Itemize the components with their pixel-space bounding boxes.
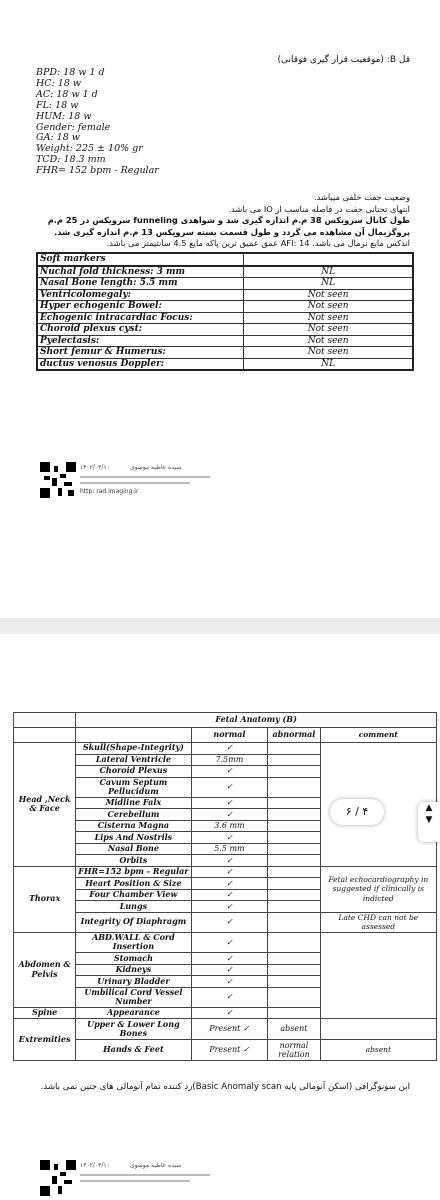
table-row xyxy=(14,1019,437,1040)
signature-block xyxy=(40,462,220,498)
report-page-2 xyxy=(0,634,440,1200)
organ-label: Skull(Shape-Integrity) xyxy=(76,743,191,755)
organ-label: Four Chamber View xyxy=(76,889,191,901)
marker-label: ductus venosus Doppler: xyxy=(37,358,244,370)
normal-value: ✓ xyxy=(191,777,268,797)
placenta-line: پروگزیمال آن مشاهده می گردد و طول قسمت بسته سرویکس 13 م.م اندازه گیری شد. xyxy=(54,226,410,237)
normal-value: ✓ xyxy=(191,878,268,890)
soft-markers-title: Soft markers xyxy=(37,253,244,266)
normal-value: ✓ xyxy=(191,964,268,976)
abnormal-value xyxy=(268,754,320,766)
organ-label: Integrity Of Diaphragm xyxy=(76,912,191,932)
abnormal-value xyxy=(268,820,320,832)
basic-anomaly-disclaimer: این سونوگرافی (اسکن آنومالی پایه Basic Anomaly scan)رد کننده تمام آنومالی های جنین نمی باشد. xyxy=(40,1082,410,1092)
marker-value: Not seen xyxy=(244,312,413,324)
empty-cell xyxy=(14,713,76,728)
biometry-weight: Weight: 225 ± 10% gr xyxy=(36,143,143,155)
region-head-neck-face: Head ,Neck & Face xyxy=(14,743,76,867)
empty-cell xyxy=(14,728,76,743)
page-indicator[interactable]: ۶ / ۴ xyxy=(330,799,384,825)
anatomy-header-row xyxy=(14,728,437,743)
normal-value: Present ✓ xyxy=(191,1040,268,1061)
abnormal-value xyxy=(268,987,320,1007)
table-row xyxy=(37,335,413,347)
normal-value: 3.6 mm xyxy=(191,820,268,832)
organ-label: ABD.WALL & Cord Insertion xyxy=(76,932,191,952)
organ-label: Upper & Lower Long Bones xyxy=(76,1019,191,1040)
abnormal-value xyxy=(268,912,320,932)
abnormal-value xyxy=(268,932,320,952)
region-extremities: Extremities xyxy=(14,1019,76,1061)
organ-label: Lungs xyxy=(76,901,191,913)
chevron-down-icon[interactable]: ▼ xyxy=(425,815,433,825)
abnormal-value xyxy=(268,843,320,855)
fetus-b-title: قل B: (موقعیت قرار گیری فوقانی) xyxy=(277,55,410,65)
abnormal-value xyxy=(268,976,320,988)
biometry-ga: GA: 18 w xyxy=(36,132,80,144)
marker-value: NL xyxy=(244,278,413,290)
marker-label: Hyper echogenic Bowel: xyxy=(37,301,244,313)
normal-value: ✓ xyxy=(191,912,268,932)
comment-cell xyxy=(320,932,436,1018)
region-thorax: Thorax xyxy=(14,866,76,932)
abnormal-value xyxy=(268,1007,320,1019)
comment-value: absent xyxy=(320,1040,436,1061)
qr-code-icon xyxy=(40,462,76,498)
normal-value: 7.5mm xyxy=(191,754,268,766)
normal-value: ✓ xyxy=(191,1007,268,1019)
marker-value: Not seen xyxy=(244,347,413,359)
table-row xyxy=(37,278,413,290)
signature-name: سیده عاطیه موسوی xyxy=(130,464,182,471)
signature-text-line xyxy=(80,1174,210,1176)
abnormal-value xyxy=(268,766,320,778)
signature-text-line xyxy=(80,482,190,484)
placenta-line: وضعیت جفت خلفی میباشد. xyxy=(313,192,410,202)
organ-label: Lateral Ventricle xyxy=(76,754,191,766)
signature-text-line xyxy=(80,476,210,478)
abnormal-value xyxy=(268,743,320,755)
marker-label: Pyelectasis: xyxy=(37,335,244,347)
comment-echocardiography: Fetal echocardiography in suggested if clinically is indicted xyxy=(320,866,436,912)
organ-label: Midline Falx xyxy=(76,797,191,809)
qr-code-icon xyxy=(40,1160,76,1196)
normal-value: ✓ xyxy=(191,889,268,901)
table-row xyxy=(37,358,413,370)
table-row xyxy=(37,289,413,301)
marker-value: NL xyxy=(244,266,413,278)
empty-cell xyxy=(76,728,191,743)
marker-value: Not seen xyxy=(244,335,413,347)
marker-label: Nasal Bone length: 5.5 mm xyxy=(37,278,244,290)
soft-markers-table xyxy=(36,252,414,371)
organ-label: Choroid Plexus xyxy=(76,766,191,778)
normal-value: ✓ xyxy=(191,766,268,778)
normal-value: ✓ xyxy=(191,743,268,755)
signature-url: http: rad imaging.ir xyxy=(80,488,139,495)
organ-label: Stomach xyxy=(76,953,191,965)
marker-value: NL xyxy=(244,358,413,370)
marker-label: Nuchal fold thickness: 3 mm xyxy=(37,266,244,278)
placenta-line: انتهای تحتانی جفت در فاصله مناسب از IO می باشد. xyxy=(228,203,410,214)
comment-late-chd: Late CHD can not be assessed xyxy=(320,912,436,932)
marker-label: Echogenic intracardiac Focus: xyxy=(37,312,244,324)
organ-label: Cavum Septum Pellucidum xyxy=(76,777,191,797)
organ-label: Heart Position & Size xyxy=(76,878,191,890)
table-row xyxy=(14,866,437,878)
biometry-fl: FL: 18 w xyxy=(36,99,79,111)
abnormal-value xyxy=(268,832,320,844)
biometry-list xyxy=(36,68,159,177)
normal-value: ✓ xyxy=(191,832,268,844)
header-normal: normal xyxy=(191,728,268,743)
biometry-bpd: BPD: 18 w 1 d xyxy=(36,67,105,78)
table-row xyxy=(14,912,437,932)
normal-value: Present ✓ xyxy=(191,1019,268,1040)
abnormal-value xyxy=(268,797,320,809)
biometry-tcd: TCD: 18.3 mm xyxy=(36,154,106,166)
biometry-gender: Gender: female xyxy=(36,121,111,133)
header-comment: comment xyxy=(320,728,436,743)
normal-value: ✓ xyxy=(191,855,268,867)
table-row xyxy=(37,324,413,336)
abnormal-value: normal relation xyxy=(268,1040,320,1061)
signature-date: ۱۴۰۲/۰۳/۱۰ xyxy=(80,464,110,471)
abnormal-value xyxy=(268,964,320,976)
normal-value: ✓ xyxy=(191,953,268,965)
marker-value: Not seen xyxy=(244,289,413,301)
abnormal-value xyxy=(268,809,320,821)
anatomy-title-row xyxy=(14,713,437,728)
placenta-line: طول کانال سرویکس 38 م.م اندازه گیری شد و شواهدی funneling سرویکس در 25 م.م xyxy=(47,215,410,226)
marker-value: Not seen xyxy=(244,301,413,313)
signature-name: سیده عاطیه موسوی xyxy=(130,1162,182,1169)
comment-cell xyxy=(320,1019,436,1040)
normal-value: 5.5 mm xyxy=(191,843,268,855)
header-empty-cell xyxy=(244,253,413,266)
table-row xyxy=(37,266,413,278)
region-spine: Spine xyxy=(14,1007,76,1019)
table-row xyxy=(14,1040,437,1061)
table-row xyxy=(14,743,437,755)
anatomy-table-title: Fetal Anatomy (B) xyxy=(76,713,437,728)
placenta-cervix-notes xyxy=(25,192,410,250)
page-scroll-control[interactable] xyxy=(418,802,440,842)
abnormal-value xyxy=(268,777,320,797)
soft-markers-header xyxy=(37,253,413,266)
signature-date: ۱۴۰۲/۰۳/۱۰ xyxy=(80,1162,110,1169)
header-abnormal: abnormal xyxy=(268,728,320,743)
organ-label: Cerebellum xyxy=(76,809,191,821)
biometry-ac: AC: 18 w 1 d xyxy=(36,88,98,100)
abnormal-value xyxy=(268,855,320,867)
organ-label: Hands & Feet xyxy=(76,1040,191,1061)
organ-label: Appearance xyxy=(76,1007,191,1019)
marker-label: Choroid plexus cyst: xyxy=(37,324,244,336)
organ-label: Nasal Bone xyxy=(76,843,191,855)
normal-value: ✓ xyxy=(191,976,268,988)
normal-value: ✓ xyxy=(191,866,268,878)
table-row xyxy=(37,312,413,324)
page-separator xyxy=(0,618,440,634)
normal-value: ✓ xyxy=(191,987,268,1007)
placenta-line: اندکس مایع نرمال می باشد. AFI: 14 عمق عمیق ترین پاکه مایع 4.5 سانتیمتر می باشد. xyxy=(106,238,410,249)
marker-label: Short femur & Humerus: xyxy=(37,347,244,359)
biometry-fhr: FHR= 152 bpm - Regular xyxy=(36,165,159,177)
organ-label: Umbilical Cord Vessel Number xyxy=(76,987,191,1007)
marker-value: Not seen xyxy=(244,324,413,336)
biometry-hum: HUM: 18 w xyxy=(36,110,92,122)
normal-value: ✓ xyxy=(191,901,268,913)
normal-value: ✓ xyxy=(191,797,268,809)
organ-label: FHR=152 bpm - Regular xyxy=(76,866,191,878)
signature-text-line xyxy=(80,1180,190,1182)
chevron-up-icon[interactable]: ▲ xyxy=(425,803,433,813)
fetal-anatomy-table xyxy=(13,712,437,1061)
organ-label: Cisterna Magna xyxy=(76,820,191,832)
marker-label: Ventricolomegaly: xyxy=(37,289,244,301)
abnormal-value: absent xyxy=(268,1019,320,1040)
abnormal-value xyxy=(268,953,320,965)
abnormal-value xyxy=(268,889,320,901)
abnormal-value xyxy=(268,878,320,890)
biometry-hc: HC: 18 w xyxy=(36,77,82,89)
normal-value: ✓ xyxy=(191,809,268,821)
normal-value: ✓ xyxy=(191,932,268,952)
table-row xyxy=(37,347,413,359)
signature-block xyxy=(40,1160,220,1196)
table-row xyxy=(37,301,413,313)
organ-label: Urinary Bladder xyxy=(76,976,191,988)
abnormal-value xyxy=(268,901,320,913)
region-abdomen-pelvis: Abdomen & Pelvis xyxy=(14,932,76,1007)
organ-label: Lips And Nostrils xyxy=(76,832,191,844)
organ-label: Kidneys xyxy=(76,964,191,976)
organ-label: Orbits xyxy=(76,855,191,867)
table-row xyxy=(14,932,437,952)
abnormal-value xyxy=(268,866,320,878)
